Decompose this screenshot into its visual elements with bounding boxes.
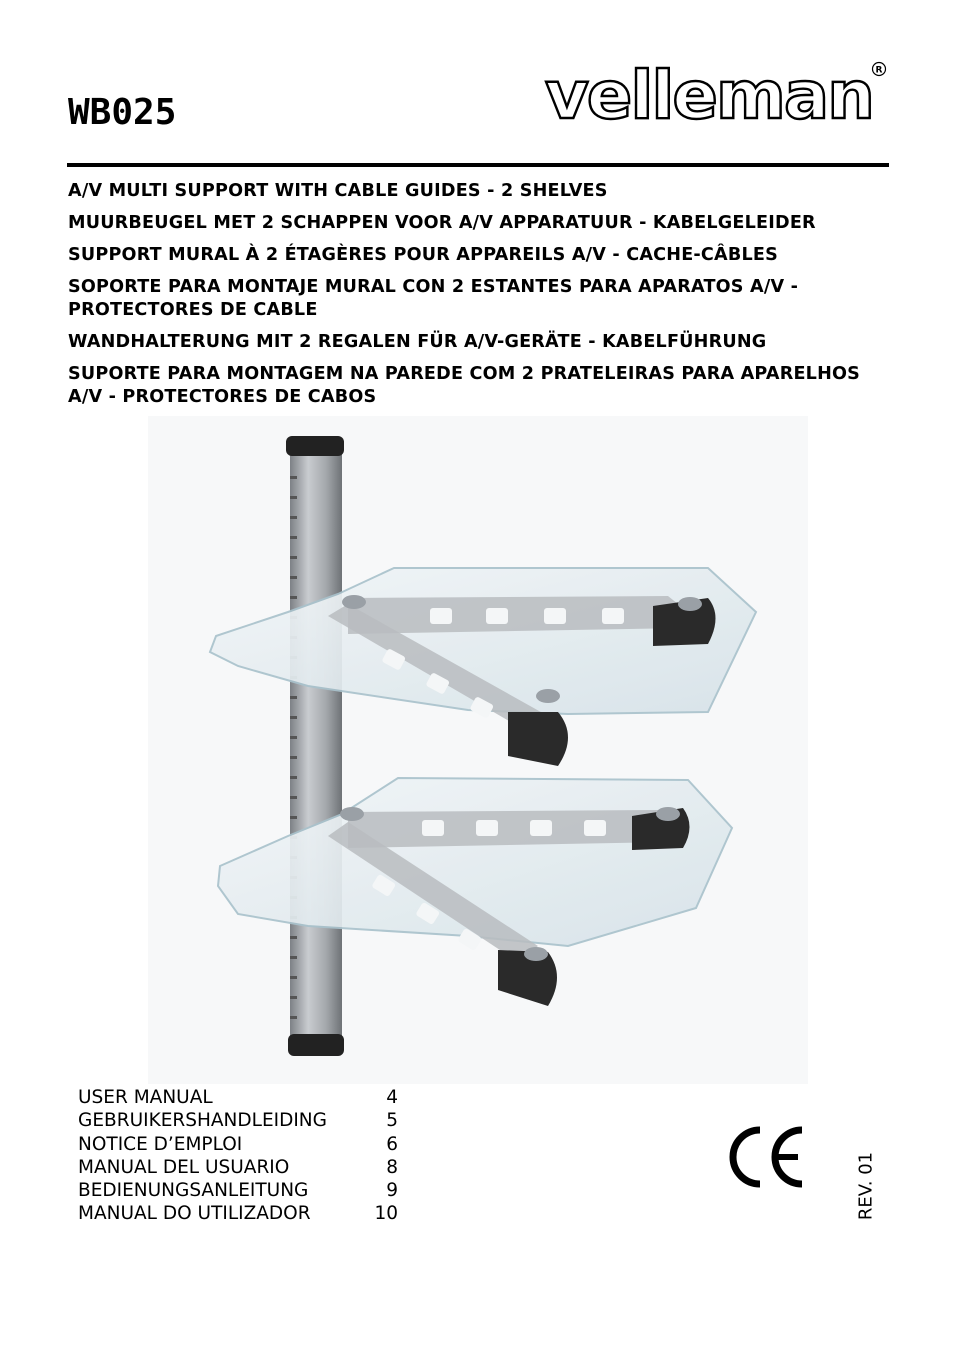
toc-row — [78, 1109, 398, 1132]
manual-toc — [78, 1086, 398, 1226]
toc-label: MANUAL DEL USUARIO — [78, 1156, 290, 1178]
revision-label: REV. 01 — [855, 1151, 877, 1221]
toc-page: 8 — [386, 1156, 398, 1178]
model-number: WB025 — [68, 92, 177, 133]
toc-label: USER MANUAL — [78, 1087, 213, 1108]
title-de: WANDHALTERUNG MIT 2 REGALEN FÜR A/V-GERÄTE - KABELFÜHRUNG — [68, 332, 767, 352]
logo-wordmark: velleman — [545, 58, 873, 128]
title-pt: SUPORTE PARA MONTAGEM NA PAREDE COM 2 PRATELEIRAS PARA APARELHOS A/V - PROTECTORES DE CABOS — [68, 364, 861, 407]
title-fr: SUPPORT MURAL À 2 ÉTAGÈRES POUR APPAREILS A/V - CACHE-CÂBLES — [68, 245, 778, 265]
toc-page: 4 — [386, 1087, 398, 1108]
title-nl: MUURBEUGEL MET 2 SCHAPPEN VOOR A/V APPARATUUR - KABELGELEIDER — [68, 213, 816, 233]
toc-page: 5 — [386, 1110, 398, 1132]
toc-page: 10 — [374, 1203, 398, 1225]
title-en: A/V MULTI SUPPORT WITH CABLE GUIDES - 2 SHELVES — [68, 181, 608, 201]
toc-row — [78, 1086, 398, 1109]
toc-row — [78, 1179, 398, 1202]
toc-page: 6 — [386, 1133, 398, 1155]
velleman-logo — [543, 58, 888, 128]
toc-label: NOTICE D’EMPLOI — [78, 1133, 243, 1155]
toc-row — [78, 1133, 398, 1156]
toc-row — [78, 1202, 398, 1225]
ce-mark — [726, 1124, 806, 1190]
header-rule — [67, 163, 889, 167]
toc-page: 9 — [386, 1180, 398, 1202]
title-es: SOPORTE PARA MONTAJE MURAL CON 2 ESTANTES PARA APARATOS A/V - PROTECTORES DE CABLE — [68, 277, 799, 320]
product-photo — [148, 416, 808, 1084]
toc-row — [78, 1156, 398, 1179]
product-titles — [68, 180, 898, 418]
toc-label: GEBRUIKERSHANDLEIDING — [78, 1110, 327, 1132]
toc-label: MANUAL DO UTILIZADOR — [78, 1203, 311, 1225]
toc-label: BEDIENUNGSANLEITUNG — [78, 1180, 309, 1202]
registered-mark: R — [875, 65, 883, 76]
